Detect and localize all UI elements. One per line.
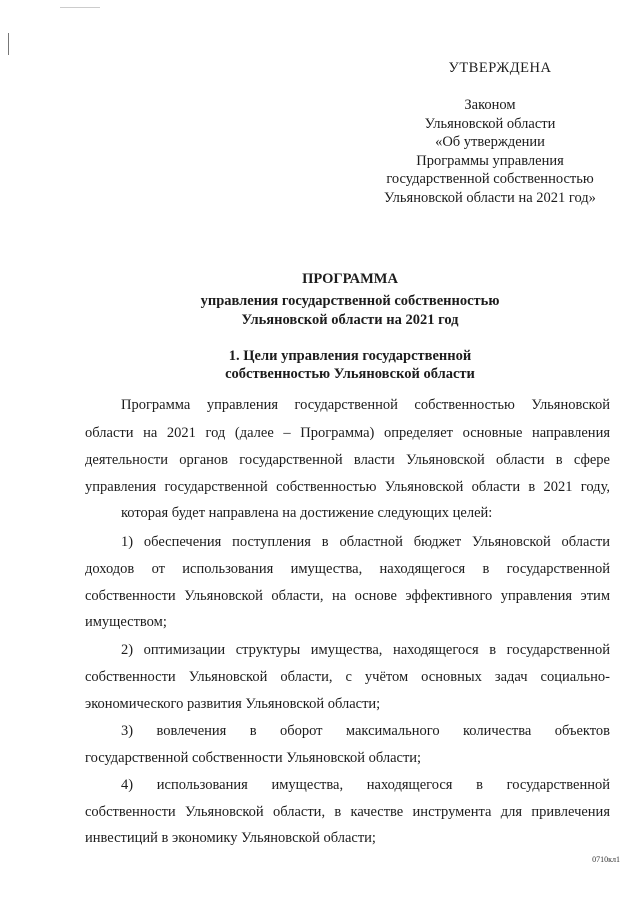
paragraph-line: которая будет направлена на достижение следующих целей: <box>121 505 493 521</box>
document-code: 0710кл1 <box>592 855 620 864</box>
approval-line: Ульяновской области на 2021 год» <box>384 189 596 206</box>
program-subtitle: управления государственной собственностью <box>200 293 500 309</box>
list-item-line: 1) обеспечения поступления в областной бюджет Ульяновской области <box>121 534 610 550</box>
section-title: 1. Цели управления государственной <box>228 348 472 364</box>
list-item-line: 4) использования имущества, находящегося в государственной <box>121 777 610 793</box>
list-item-line: собственности Ульяновской области, на основе эффективного управления этим <box>85 588 610 604</box>
approval-line: Законом <box>464 97 516 113</box>
approval-block <box>360 96 620 207</box>
approval-line: государственной собственностью <box>386 171 594 187</box>
list-item-line: имуществом; <box>85 614 167 630</box>
list-item-line: собственности Ульяновской области, с учётом основных задач социально- <box>85 669 610 685</box>
approval-line: Программы управления <box>416 152 564 169</box>
list-item-line: инвестиций в экономику Ульяновской области; <box>85 830 376 846</box>
list-item-line: экономического развития Ульяновской области; <box>85 696 381 712</box>
paragraph-line: управления государственной собственностью Ульяновской области в 2021 году, <box>85 479 610 495</box>
list-item-line: 2) оптимизации структуры имущества, находящегося в государственной <box>121 642 610 658</box>
program-subtitle: Ульяновской области на 2021 год <box>241 312 459 328</box>
approval-title: УТВЕРЖДЕНА <box>448 60 552 76</box>
scan-mark <box>60 7 100 8</box>
section-title: собственностью Ульяновской области <box>225 366 475 382</box>
paragraph-line: Программа управления государственной собственностью Ульяновской <box>121 397 610 413</box>
list-item-line: 3) вовлечения в оборот максимального количества объектов <box>121 723 610 739</box>
list-item-line: государственной собственности Ульяновской области; <box>85 750 422 766</box>
program-title: ПРОГРАММА <box>302 271 398 287</box>
paragraph-line: деятельности органов государственной власти Ульяновской области в сфере <box>85 452 610 468</box>
list-item-line: собственности Ульяновской области, в качестве инструмента для привлечения <box>85 804 610 820</box>
approval-line: Ульяновской области <box>424 115 556 132</box>
approval-line: «Об утверждении <box>435 134 545 150</box>
paragraph-line: области на 2021 год (далее – Программа) определяет основные направления <box>85 425 610 441</box>
scan-mark <box>8 33 9 55</box>
list-item-line: доходов от использования имущества, находящегося в государственной <box>85 561 610 577</box>
